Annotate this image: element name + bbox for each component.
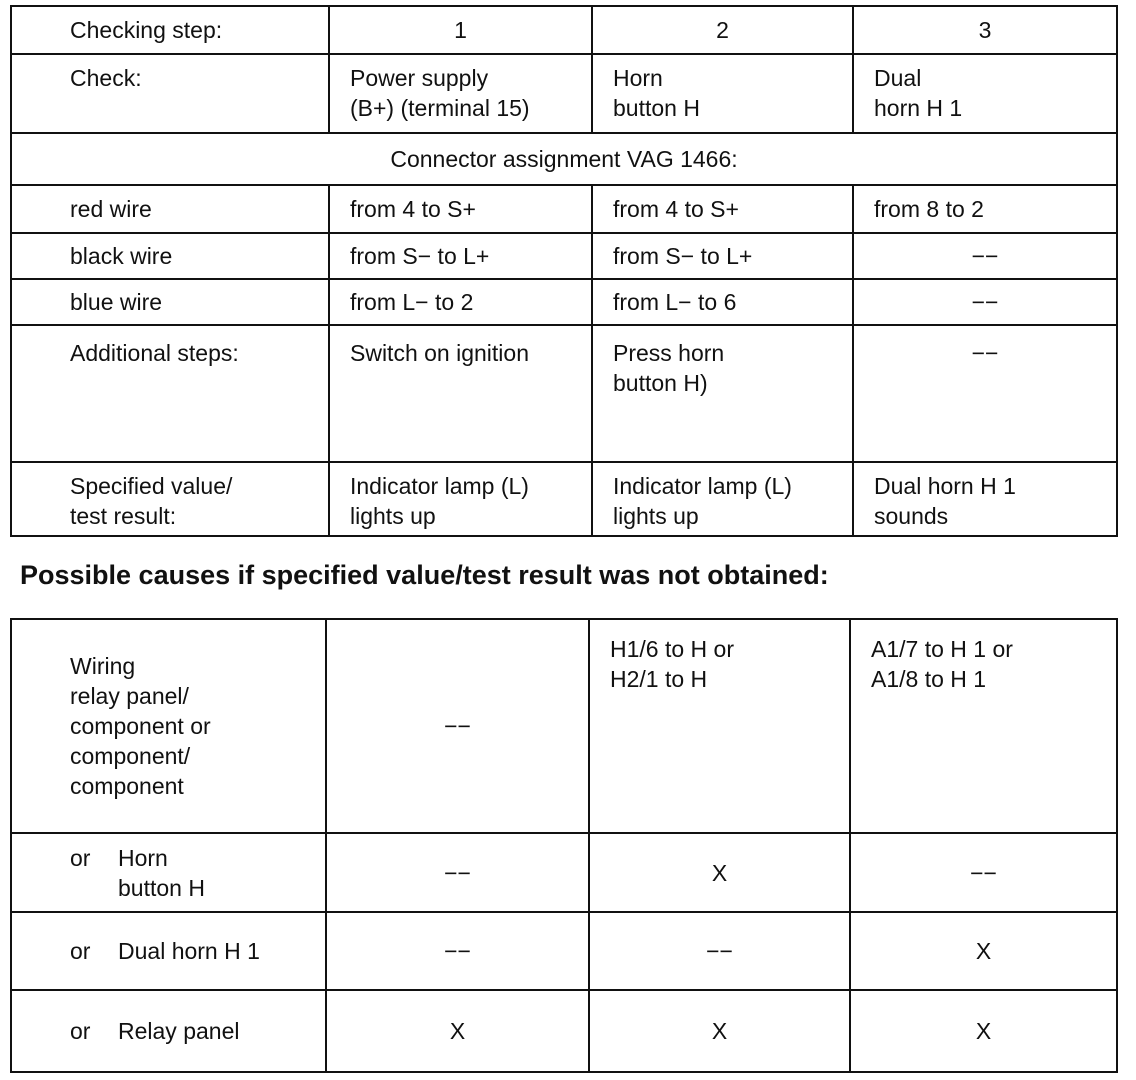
wire-blue-2: from L− to 6 <box>592 279 853 325</box>
wire-red-2: from 4 to S+ <box>592 185 853 233</box>
causes-table <box>10 618 1118 1073</box>
result-label: Specified value/ test result: <box>11 462 329 536</box>
cause-relay-1: X <box>326 990 589 1072</box>
cause-relay-2: X <box>589 990 850 1072</box>
or-label: or <box>70 938 91 964</box>
additional-label: Additional steps: <box>11 325 329 462</box>
cause-dual-1: −− <box>326 912 589 990</box>
additional-1: Switch on ignition <box>329 325 592 462</box>
cause-relay-3: X <box>850 990 1117 1072</box>
wire-red-1: from 4 to S+ <box>329 185 592 233</box>
wire-black-3: −− <box>853 233 1117 279</box>
cause-horn-1: −− <box>326 833 589 912</box>
wiring-label: Wiring relay panel/ component or component/ component <box>11 619 326 833</box>
cause-dual-3: X <box>850 912 1117 990</box>
cause-horn-3: −− <box>850 833 1117 912</box>
check-1: Power supply (B+) (terminal 15) <box>329 54 592 133</box>
wire-black-1: from S− to L+ <box>329 233 592 279</box>
cause-horn-button <box>11 833 326 912</box>
step-2: 2 <box>592 6 853 54</box>
result-1: Indicator lamp (L) lights up <box>329 462 592 536</box>
check-3: Dual horn H 1 <box>853 54 1117 133</box>
step-1: 1 <box>329 6 592 54</box>
cause-dual-horn <box>11 912 326 990</box>
check-table <box>10 5 1118 537</box>
wiring-1: −− <box>326 619 589 833</box>
cause-horn-2: X <box>589 833 850 912</box>
additional-3: −− <box>853 325 1117 462</box>
causes-heading: Possible causes if specified value/test result was not obtained: <box>20 560 829 590</box>
check-2: Horn button H <box>592 54 853 133</box>
wiring-2: H1/6 to H or H2/1 to H <box>589 619 850 833</box>
wire-blue-3: −− <box>853 279 1117 325</box>
result-2: Indicator lamp (L) lights up <box>592 462 853 536</box>
cause-relay-panel <box>11 990 326 1072</box>
cause-label: Horn button H <box>118 844 205 901</box>
step-3: 3 <box>853 6 1117 54</box>
additional-2: Press horn button H) <box>592 325 853 462</box>
wire-label-black: black wire <box>11 233 329 279</box>
or-label: or <box>70 1018 91 1044</box>
cause-label: Dual horn H 1 <box>118 938 260 964</box>
result-3: Dual horn H 1 sounds <box>853 462 1117 536</box>
check-label: Check: <box>11 54 329 133</box>
wire-label-red: red wire <box>11 185 329 233</box>
wire-label-blue: blue wire <box>11 279 329 325</box>
wire-blue-1: from L− to 2 <box>329 279 592 325</box>
wire-black-2: from S− to L+ <box>592 233 853 279</box>
wiring-3: A1/7 to H 1 or A1/8 to H 1 <box>850 619 1117 833</box>
wire-red-3: from 8 to 2 <box>853 185 1117 233</box>
cause-label: Relay panel <box>118 1018 240 1044</box>
checking-step-label: Checking step: <box>11 6 329 54</box>
connector-heading: Connector assignment VAG 1466: <box>11 133 1117 185</box>
cause-dual-2: −− <box>589 912 850 990</box>
or-label: or <box>70 844 91 871</box>
